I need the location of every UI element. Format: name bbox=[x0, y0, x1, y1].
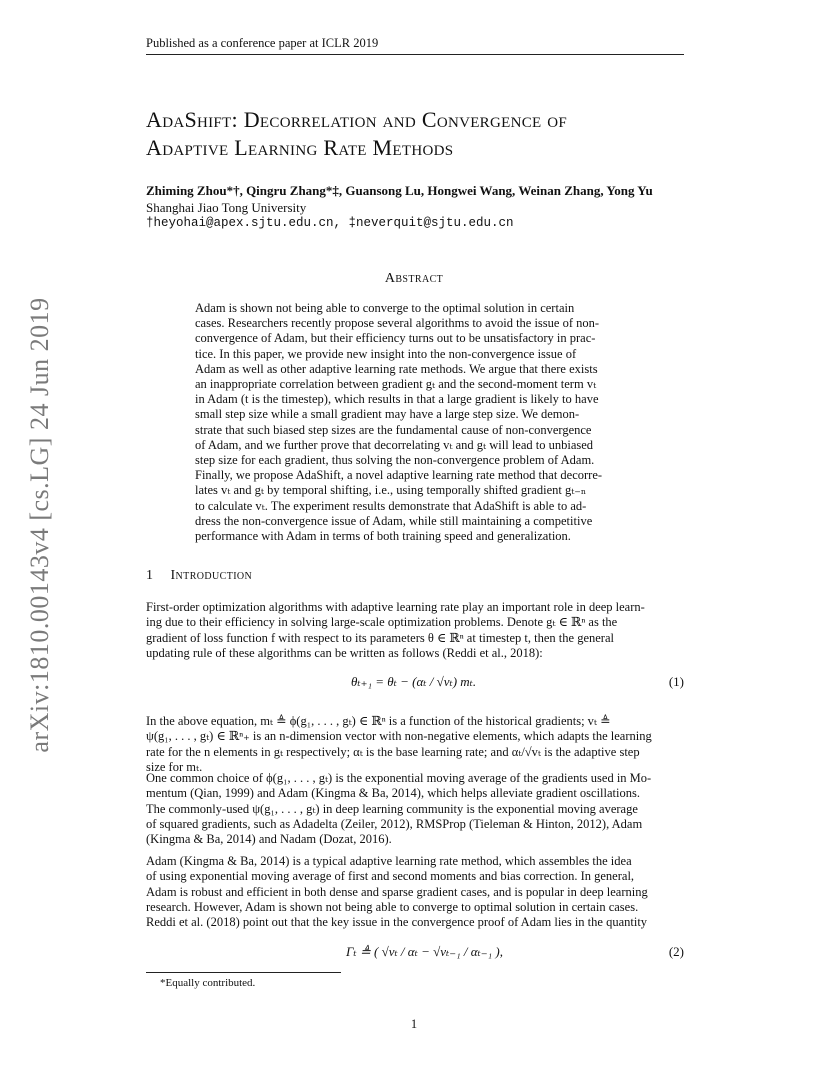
text-line: strate that such biased step sizes are the fundamental cause of non-convergence bbox=[195, 422, 592, 437]
text-line: of using exponential moving average of first and second moments and bias correction. In general, bbox=[146, 869, 635, 884]
text-line: tice. In this paper, we provide new insight into the non-convergence issue of bbox=[195, 346, 577, 361]
text-line: ψ(g₁, . . . , gₜ) ∈ ℝⁿ₊ is an n-dimension vector with non-negative elements, which adapts the learning bbox=[146, 729, 652, 744]
text-line: In the above equation, mₜ ≜ ϕ(g₁, . . . , gₜ) ∈ ℝⁿ is a function of the historical gradients; vₜ ≜ bbox=[146, 714, 611, 728]
arxiv-stamp bbox=[22, 295, 58, 755]
equation-1 bbox=[146, 668, 684, 698]
abstract-heading: Abstract bbox=[384, 271, 444, 286]
footnote: *Equally contributed. bbox=[160, 977, 256, 989]
text-line: Finally, we propose AdaShift, a novel adaptive learning rate method that decorre- bbox=[195, 468, 603, 483]
equation-1-number: (1) bbox=[668, 674, 684, 689]
title-line-2: Adaptive Learning Rate Methods bbox=[146, 135, 454, 160]
text-line: performance with Adam in terms of both training speed and generalization. bbox=[195, 529, 571, 544]
text-line: rate for the n elements in gₜ respectively; αₜ is the base learning rate; and αₜ/√vₜ is the adaptive step bbox=[146, 744, 640, 759]
intro-paragraph-4 bbox=[146, 854, 684, 930]
text-line: Adam is shown not being able to converge to the optimal solution in certain bbox=[195, 301, 575, 315]
text-line: One common choice of ϕ(g₁, . . . , gₜ) is the exponential moving average of the gradients used in Mo- bbox=[146, 771, 652, 785]
text-line: in Adam (t is the timestep), which results in that a large gradient is likely to have bbox=[195, 392, 599, 407]
text-line: gradient of loss function f with respect to its parameters θ ∈ ℝⁿ at timestep t, then the general bbox=[146, 630, 614, 645]
equation-1-formula: θₜ₊₁ = θₜ − (αₜ / √vₜ) mₜ. bbox=[351, 674, 477, 689]
equation-2-number: (2) bbox=[668, 944, 684, 959]
text-line: (Kingma & Ba, 2014) and Nadam (Dozat, 2016). bbox=[146, 832, 392, 847]
text-line: research. However, Adam is shown not being able to converge to optimal solution in certain cases. bbox=[146, 899, 639, 914]
text-line: size for mₜ. bbox=[146, 759, 203, 774]
text-line: an inappropriate correlation between gradient gₜ and the second-moment term vₜ bbox=[195, 377, 597, 392]
text-line: of Adam, and we further prove that decorrelating vₜ and gₜ will lead to unbiased bbox=[195, 437, 594, 452]
page-number: 1 bbox=[410, 1017, 418, 1031]
text-line: dress the non-convergence issue of Adam, while still maintaining a competitive bbox=[195, 513, 593, 528]
text-line: cases. Researchers recently propose several algorithms to avoid the issue of non- bbox=[195, 316, 600, 331]
text-line: to calculate vₜ. The experiment results demonstrate that AdaShift is able to ad- bbox=[195, 498, 587, 513]
text-line: small step size while a small gradient may have a large step size. We demon- bbox=[195, 407, 580, 422]
text-line: mentum (Qian, 1999) and Adam (Kingma & Ba, 2014), which helps alleviate gradient oscillations. bbox=[146, 786, 640, 801]
header-rule bbox=[146, 54, 684, 55]
title-line-1: AdaShift: Decorrelation and Convergence of bbox=[146, 107, 568, 132]
text-line: First-order optimization algorithms with adaptive learning rate play an important role in deep learn- bbox=[146, 600, 645, 614]
intro-paragraph-3 bbox=[146, 771, 684, 847]
section-heading-introduction bbox=[146, 568, 252, 584]
text-line: lates vₜ and gₜ by temporal shifting, i.e., using temporally shifted gradient gₜ₋ₙ bbox=[195, 483, 587, 498]
text-line: Reddi et al. (2018) point out that the key issue in the convergence proof of Adam lies in the quantity bbox=[146, 915, 648, 930]
text-line: step size for each gradient, thus solving the non-convergence problem of Adam. bbox=[195, 453, 595, 468]
text-line: Adam (Kingma & Ba, 2014) is a typical adaptive learning rate method, which assembles the idea bbox=[146, 854, 632, 868]
equation-2-formula: Γₜ ≜ ( √vₜ / αₜ − √vₜ₋₁ / αₜ₋₁ ), bbox=[346, 944, 503, 959]
section-number: 1 bbox=[146, 568, 153, 583]
text-line: The commonly-used ψ(g₁, . . . , gₜ) in deep learning community is the exponential moving average bbox=[146, 801, 638, 816]
conference-header: Published as a conference paper at ICLR 2019 bbox=[146, 36, 379, 50]
footnote-rule bbox=[146, 972, 341, 973]
text-line: convergence of Adam, but their efficiency turns out to be unsatisfactory in prac- bbox=[195, 331, 596, 346]
text-line: Adam is robust and efficient in both dense and sparse gradient cases, and is popular in deep learning bbox=[146, 884, 648, 899]
text-line: of squared gradients, such as Adadelta (Zeiler, 2012), RMSProp (Tieleman & Hinton, 2012), Adam bbox=[146, 816, 643, 831]
intro-paragraph-1 bbox=[146, 600, 684, 661]
text-line: Adam as well as other adaptive learning rate methods. We argue that there exists bbox=[195, 361, 598, 376]
equation-2 bbox=[146, 934, 684, 968]
section-title: Introduction bbox=[170, 568, 253, 583]
text-line: ing due to their efficiency in solving large-scale optimization problems. Denote gₜ ∈ ℝⁿ as the bbox=[146, 615, 618, 630]
paper-title bbox=[146, 106, 706, 162]
text-line: updating rule of these algorithms can be written as follows (Reddi et al., 2018): bbox=[146, 645, 543, 660]
affiliation: Shanghai Jiao Tong University bbox=[146, 200, 307, 215]
intro-paragraph-2 bbox=[146, 714, 684, 775]
arxiv-stamp-text: arXiv:1810.00143v4 [cs.LG] 24 Jun 2019 bbox=[25, 297, 54, 753]
author-list: Zhiming Zhou*†, Qingru Zhang*‡, Guansong Lu, Hongwei Wang, Weinan Zhang, Yong Yu bbox=[146, 183, 653, 198]
abstract-body bbox=[195, 301, 635, 544]
author-emails: †heyohai@apex.sjtu.edu.cn, ‡neverquit@sjtu.edu.cn bbox=[146, 216, 514, 230]
